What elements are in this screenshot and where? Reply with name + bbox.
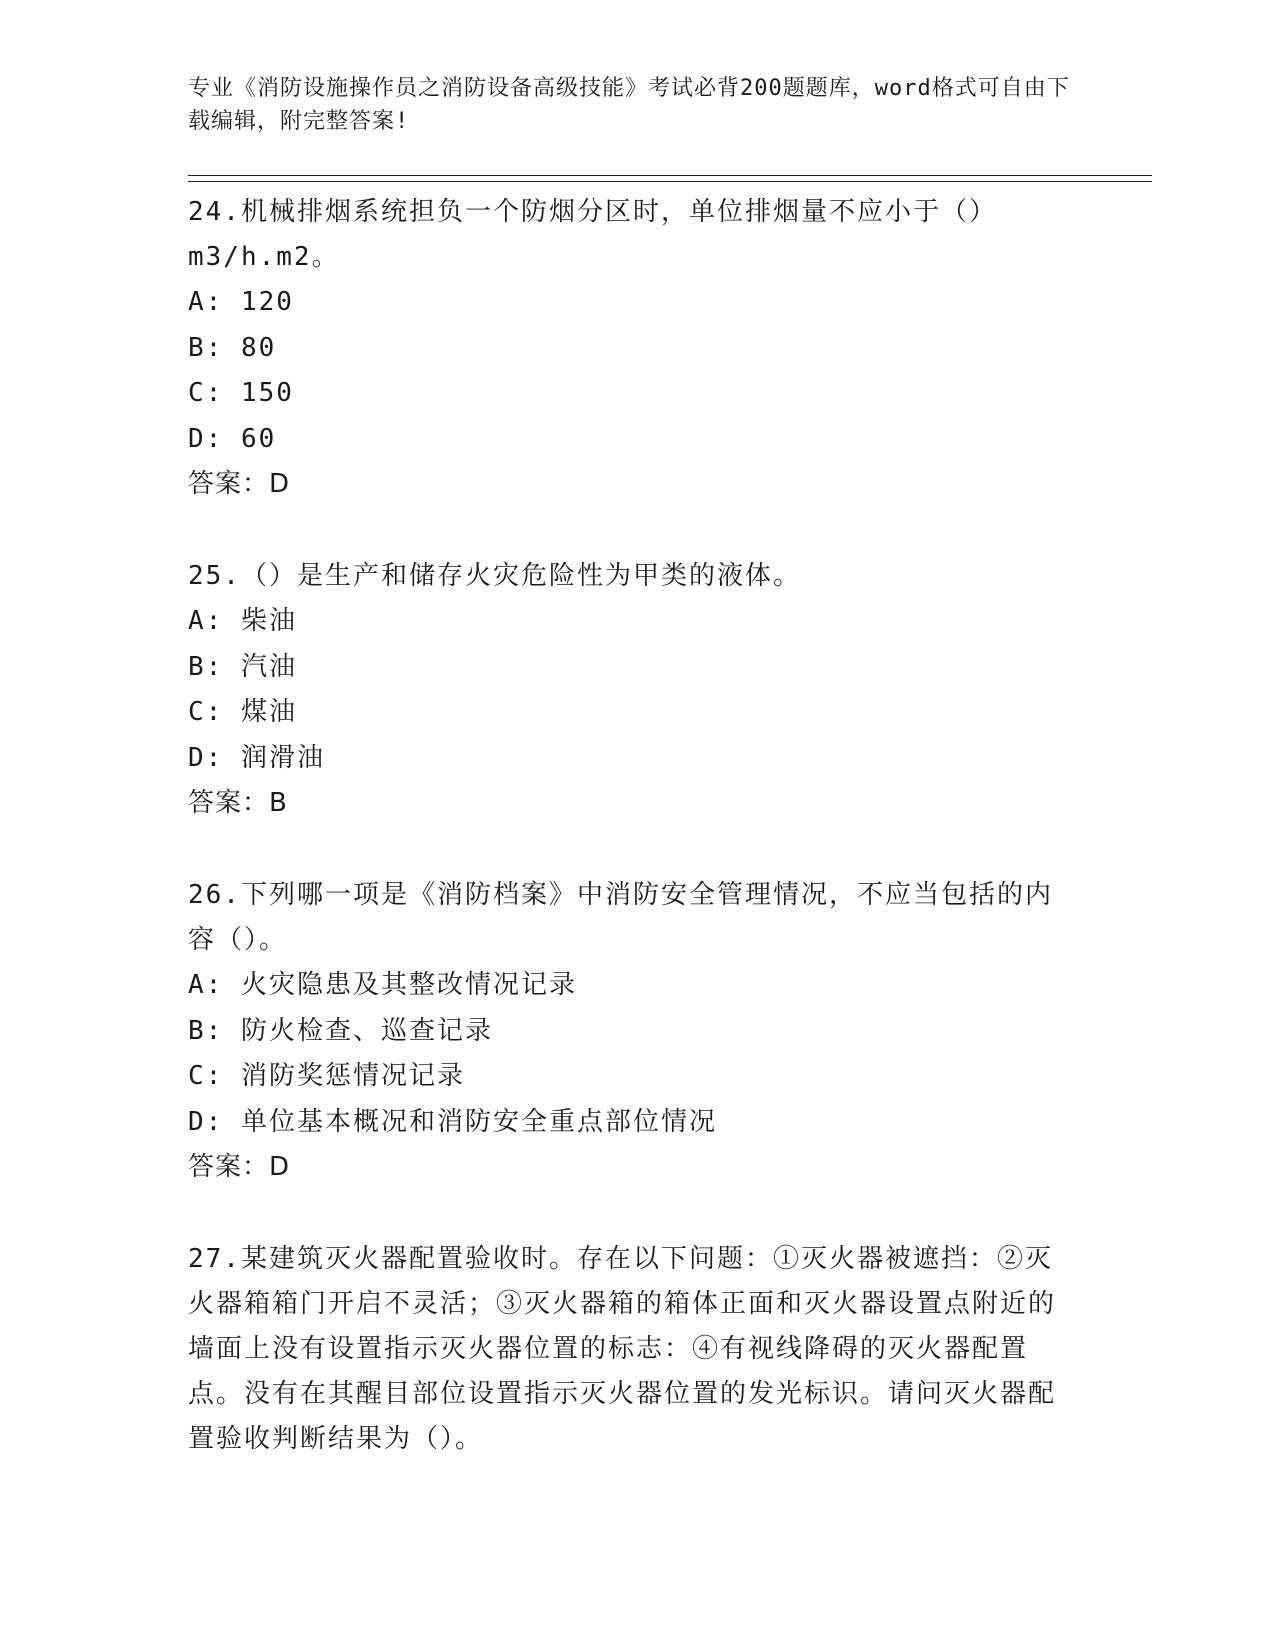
option-a: A: 火灾隐患及其整改情况记录 — [188, 970, 577, 1000]
option-c: C: 消防奖惩情况记录 — [188, 1061, 465, 1091]
answer-line: 答案：D — [188, 469, 291, 499]
question-stem: 26.下列哪一项是《消防档案》中消防安全管理情况，不应当包括的内容（）。 — [188, 880, 1053, 955]
document-intro: 专业《消防设施操作员之消防设备高级技能》考试必背200题题库，word格式可自由下载编辑，附完整答案! — [188, 76, 1070, 134]
answer-line: 答案：B — [188, 788, 288, 818]
option-d: D: 单位基本概况和消防安全重点部位情况 — [188, 1106, 717, 1137]
question-stem: 24.机械排烟系统担负一个防烟分区时，单位排烟量不应小于（）m3/h.m2。 — [188, 197, 997, 272]
option-c: C: 煤油 — [188, 697, 297, 727]
option-d: D: 60 — [188, 423, 277, 454]
option-c: C: 150 — [188, 378, 294, 408]
question-stem: 25.（）是生产和储存火灾危险性为甲类的液体。 — [188, 561, 801, 591]
option-b: B: 汽油 — [188, 651, 297, 682]
option-d: D: 润滑油 — [188, 742, 325, 773]
header-divider-top — [188, 175, 1152, 176]
question-25 — [188, 554, 1078, 826]
question-26 — [188, 873, 1078, 1190]
question-list — [188, 190, 1078, 1509]
option-b: B: 防火检查、巡查记录 — [188, 1015, 493, 1046]
option-a: A: 柴油 — [188, 606, 297, 636]
header-divider-bottom — [188, 181, 1152, 182]
option-a: A: 120 — [188, 287, 294, 317]
question-27 — [188, 1237, 1078, 1462]
answer-line: 答案：D — [188, 1152, 291, 1182]
option-b: B: 80 — [188, 332, 277, 363]
question-stem: 27.某建筑灭火器配置验收时。存在以下问题：①灭火器被遮挡：②灭火器箱箱门开启不灵活；③灭火器箱的箱体正面和灭火器设置点附近的墙面上没有设置指示灭火器位置的标志：④有视线降碍的灭火器配置点。没有在其醒目部位设置指示灭火器位置的发光标识。请问灭火器配置验收判断结果为（）。 — [188, 1244, 1057, 1454]
question-24 — [188, 190, 1078, 507]
